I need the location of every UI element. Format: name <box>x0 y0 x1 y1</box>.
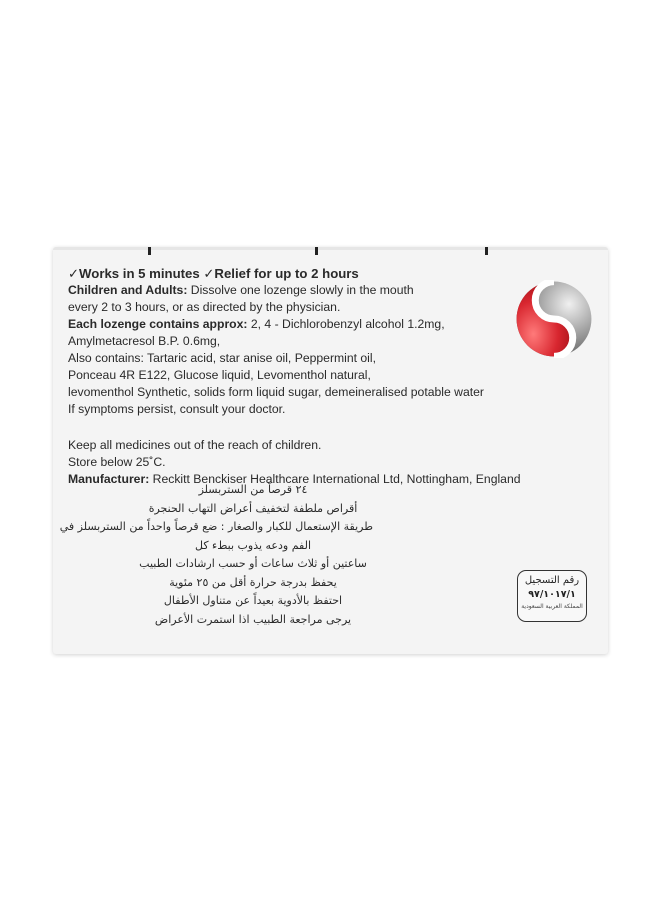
manufacturer-label: Manufacturer: <box>68 472 150 486</box>
box-notch <box>148 247 151 255</box>
also-line-3: levomenthol Synthetic, solids form liquid sugar, demeineralised potable water <box>68 385 484 399</box>
contains-text: 2, 4 - Dichlorobenzyl alcohol 1.2mg, <box>247 317 445 331</box>
registration-number: ٩٧/١٠١٧/١ <box>528 589 576 600</box>
arabic-line: احتفظ بالأدوية بعيداً عن متناول الأطفال <box>163 594 343 607</box>
dosage-label: Children and Adults: <box>68 283 188 297</box>
benefits-line: ✓Works in 5 minutes ✓Relief for up to 2 hours <box>68 266 359 281</box>
persist-line: If symptoms persist, consult your doctor. <box>68 402 286 416</box>
contains-cont: Amylmetacresol B.P. 0.6mg, <box>68 334 221 348</box>
dosage-line <box>68 282 528 299</box>
english-text-block <box>68 265 528 488</box>
registration-title: رقم التسجيل <box>524 575 580 586</box>
box-notch <box>315 247 318 255</box>
arabic-line: الفم ودعه يذوب ببطء كل <box>194 538 311 552</box>
keep-line: Keep all medicines out of the reach of children. <box>68 438 322 452</box>
arabic-line: ٢٤ قرصاً من الستربسلز <box>198 483 308 496</box>
arabic-text-block <box>59 481 373 629</box>
arabic-line: طريقة الإستعمال للكبار والصغار : ضع قرصاً واحداً من الستربسلز في <box>59 520 373 533</box>
dosage-cont: every 2 to 3 hours, or as directed by the physician. <box>68 300 341 314</box>
arabic-line: ساعتين أو ثلاث ساعات أو حسب ارشادات الطبيب <box>139 557 367 570</box>
contains-line <box>68 316 528 333</box>
store-line: Store below 25˚C. <box>68 455 166 469</box>
registration-country: المملكة العربية السعودية <box>521 603 583 610</box>
also-line-2: Ponceau 4R E122, Glucose liquid, Levomenthol natural, <box>68 368 371 382</box>
box-notch <box>485 247 488 255</box>
contains-label: Each lozenge contains approx: <box>68 317 248 331</box>
also-line-1: Also contains: Tartaric acid, star anise oil, Peppermint oil, <box>68 351 376 365</box>
registration-stamp <box>517 570 587 622</box>
arabic-line: أقراص ملطفة لتخفيف أعراض التهاب الحنجرة <box>148 501 358 515</box>
arabic-line: يحفظ بدرجة حرارة أقل من ٢٥ مئوية <box>169 575 337 589</box>
arabic-line: يرجى مراجعة الطبيب اذا استمرت الأعراض <box>154 612 352 626</box>
strepsils-s-logo-icon <box>515 280 593 358</box>
product-box-back <box>53 247 608 654</box>
dosage-text: Dissolve one lozenge slowly in the mouth <box>187 283 414 297</box>
manufacturer-text: Reckitt Benckiser Healthcare International Ltd, Nottingham, England <box>149 472 521 486</box>
